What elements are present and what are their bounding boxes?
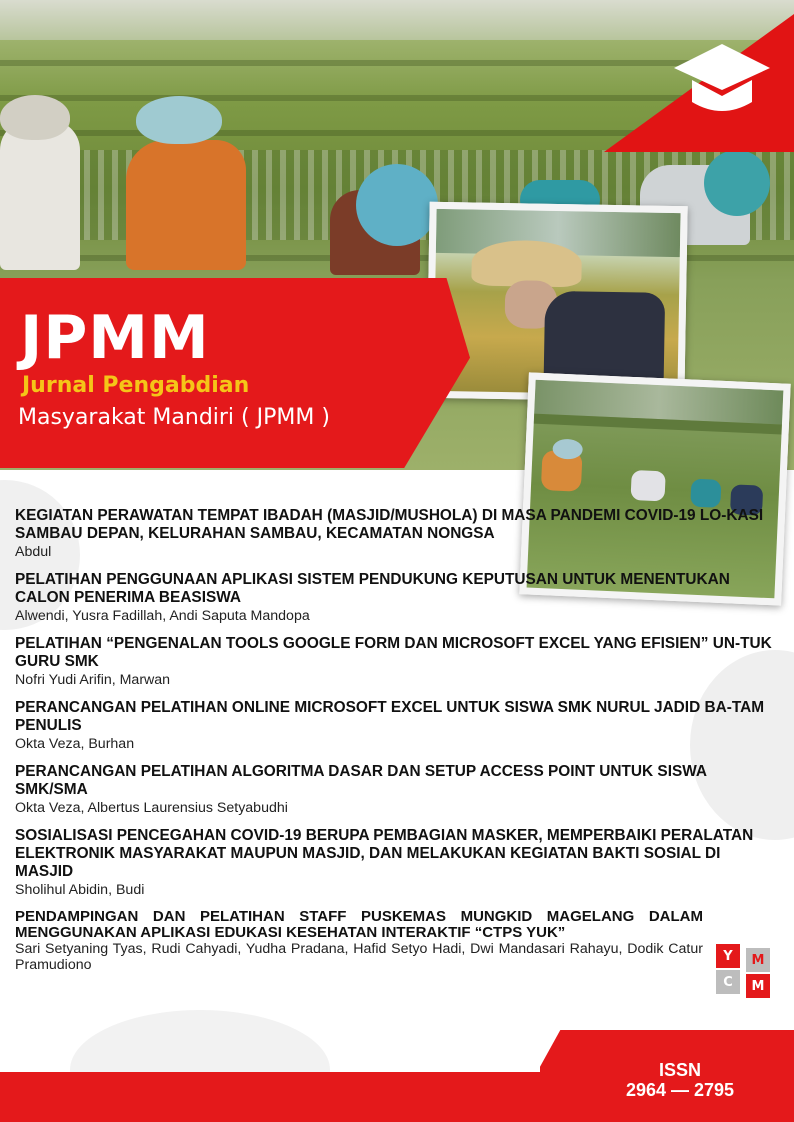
inset-photo-farmer (426, 202, 687, 402)
article-entry (15, 507, 775, 561)
issn-label: ISSN (658, 1060, 701, 1080)
article-entry (15, 763, 775, 817)
article-entry (15, 909, 775, 973)
article-authors: Sari Setyaning Tyas, Rudi Cahyadi, Yudha Pradana, Hafid Setyo Hadi, Dwi Mandasari Rahayu, Dodik Catur Pramudiono (15, 941, 703, 973)
article-title[interactable]: KEGIATAN PERAWATAN TEMPAT IBADAH (MASJID/MUSHOLA) DI MASA PANDEMI COVID-19 LO-KASI SAMBAU DEPAN, KELURAHAN SAMBAU, KECAMATAN NONGSA (15, 507, 764, 542)
article-authors: Nofri Yudi Arifin, Marwan (15, 672, 171, 688)
logo-letter: M (746, 974, 770, 998)
article-authors: Okta Veza, Burhan (15, 736, 135, 752)
farmer-hat (0, 95, 70, 140)
journal-acronym: JPMM (20, 303, 210, 373)
logo-letter: Y (716, 944, 740, 968)
article-title[interactable]: PENDAMPINGAN DAN PELATIHAN STAFF PUSKEMAS MUNGKID MAGELANG DALAM MENGGUNAKAN APLIKASI EDUKASI KESEHATAN INTERAKTIF “CTPS YUK” (15, 908, 703, 941)
article-title[interactable]: PERANCANGAN PELATIHAN ALGORITMA DASAR DAN SETUP ACCESS POINT UNTUK SISWA SMK/SMA (15, 763, 707, 798)
farmer-hat (704, 150, 770, 216)
journal-name-line2: Masyarakat Mandiri ( JPMM ) (18, 405, 330, 430)
article-title[interactable]: PELATIHAN PENGGUNAAN APLIKASI SISTEM PENDUKUNG KEPUTUSAN UNTUK MENENTUKAN CALON PENERIMA BEASISWA (15, 571, 730, 606)
article-authors: Alwendi, Yusra Fadillah, Andi Saputa Mandopa (15, 608, 310, 624)
logo-letter: C (716, 970, 740, 994)
article-entry (15, 635, 775, 689)
farmer-figure (126, 140, 246, 270)
issn-number: 2964 — 2795 (625, 1080, 735, 1100)
article-entry (15, 699, 775, 753)
article-authors: Okta Veza, Albertus Laurensius Setyabudhi (15, 800, 288, 816)
graduation-cap-icon (670, 40, 774, 120)
article-entry (15, 571, 775, 625)
article-title[interactable]: PELATIHAN “PENGENALAN TOOLS GOOGLE FORM DAN MICROSOFT EXCEL YANG EFISIEN” UN-TUK GURU SMK (15, 635, 772, 670)
article-authors: Abdul (15, 544, 52, 560)
article-authors: Sholihul Abidin, Budi (15, 882, 145, 898)
journal-name-line1: Jurnal Pengabdian (22, 373, 250, 398)
farmer-hat (356, 164, 438, 246)
farmer-figure (0, 120, 80, 270)
article-title[interactable]: PERANCANGAN PELATIHAN ONLINE MICROSOFT EXCEL UNTUK SISWA SMK NURUL JADID BA-TAM PENULIS (15, 699, 765, 734)
farmer-hat (136, 96, 222, 144)
photo-sky (0, 0, 794, 40)
article-list (15, 507, 775, 983)
logo-letter: M (746, 948, 770, 972)
article-title[interactable]: SOSIALISASI PENCEGAHAN COVID-19 BERUPA PEMBAGIAN MASKER, MEMPERBAIKI PERALATAN ELEKTRONIK MASYARAKAT MAUPUN MASJID, DAN MELAKUKAN KEGIATAN BAKTI SOSIAL DI MASJID (15, 827, 754, 880)
article-entry (15, 827, 775, 899)
ycm-logo (716, 940, 774, 998)
